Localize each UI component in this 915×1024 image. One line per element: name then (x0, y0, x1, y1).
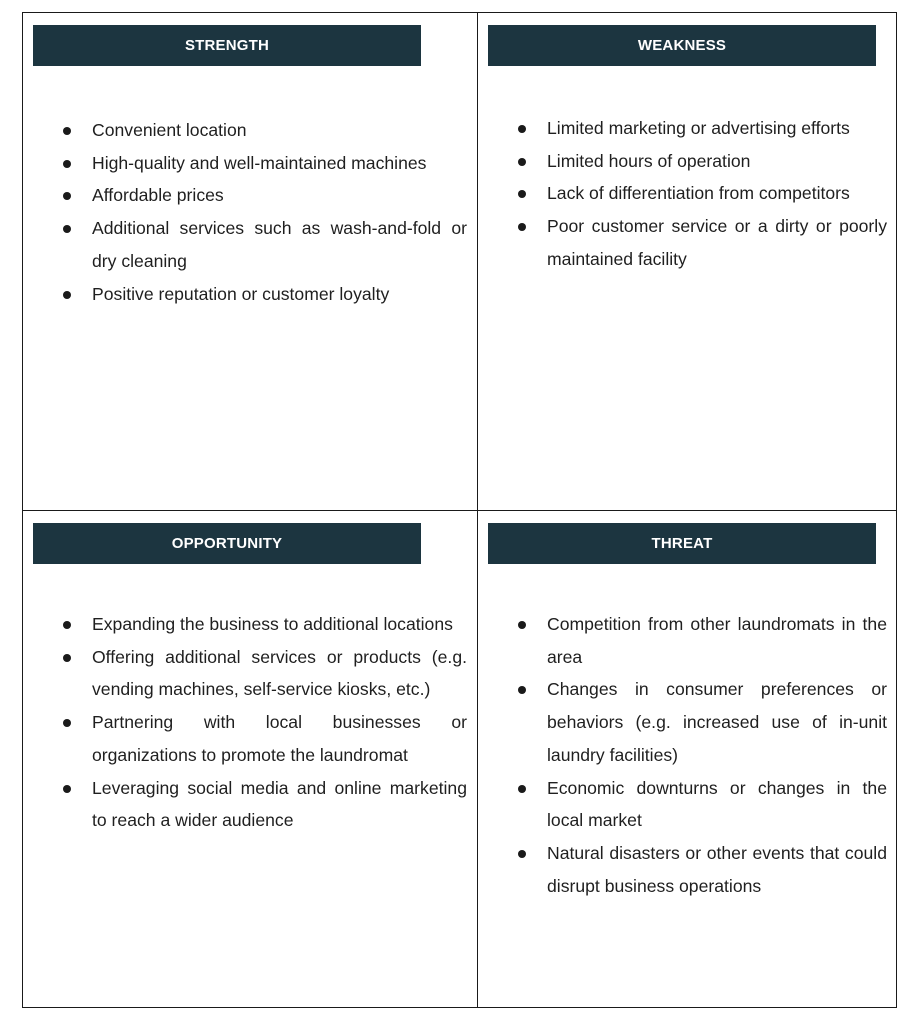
list-item (547, 673, 887, 771)
list-item-text: Poor customer service or a dirty or poorly maintained facility (547, 216, 887, 269)
list-item (547, 112, 887, 145)
list-item (547, 837, 887, 902)
bullet-icon (63, 291, 71, 299)
bullet-icon (63, 654, 71, 662)
bullet-icon (63, 192, 71, 200)
bullet-icon (518, 686, 526, 694)
strength-quadrant (22, 12, 477, 510)
list-item (547, 772, 887, 837)
list-item-text: Natural disasters or other events that could disrupt business operations (547, 842, 887, 896)
bullet-icon (518, 785, 526, 793)
list-item (547, 145, 887, 178)
list-item-text: Economic downturns or changes in the local market (547, 777, 887, 831)
list-item (92, 278, 467, 311)
list-item-text: Changes in consumer preferences or behaviors (e.g. increased use of in-unit laundry facilities) (547, 679, 887, 765)
list-item (92, 706, 467, 771)
list-item (92, 179, 467, 212)
list-item-text: Additional services such as wash-and-fold or dry cleaning (92, 218, 467, 271)
weakness-quadrant (477, 12, 897, 510)
opportunity-list (92, 608, 467, 837)
list-item-text: Offering additional services or products (e.g. vending machines, self-service kiosks, etc.) (92, 646, 467, 700)
bullet-icon (63, 127, 71, 135)
opportunity-header: OPPORTUNITY (33, 523, 421, 564)
weakness-list (547, 112, 887, 276)
list-item (547, 210, 887, 275)
bullet-icon (63, 785, 71, 793)
list-item-text: Competition from other laundromats in the area (547, 614, 887, 667)
bullet-icon (63, 160, 71, 168)
list-item (547, 177, 887, 210)
list-item (92, 114, 467, 147)
list-item-text: Partnering with local businesses or organizations to promote the laundromat (92, 712, 467, 765)
opportunity-quadrant (22, 510, 477, 1008)
bullet-icon (518, 223, 526, 231)
list-item-text: High-quality and well-maintained machines (92, 152, 427, 173)
bullet-icon (518, 125, 526, 133)
list-item (92, 147, 467, 180)
bullet-icon (518, 850, 526, 858)
bullet-icon (518, 190, 526, 198)
list-item (547, 608, 887, 673)
list-item-text: Limited marketing or advertising efforts (547, 118, 850, 138)
strength-list (92, 114, 467, 310)
weakness-header: WEAKNESS (488, 25, 876, 66)
list-item (92, 641, 467, 706)
threat-quadrant (477, 510, 897, 1008)
bullet-icon (63, 719, 71, 727)
list-item-text: Leveraging social media and online marketing to reach a wider audience (92, 777, 467, 831)
bullet-icon (518, 621, 526, 629)
list-item-text: Affordable prices (92, 185, 224, 206)
list-item-text: Expanding the business to additional locations (92, 614, 453, 634)
list-item (92, 608, 467, 641)
bullet-icon (63, 225, 71, 233)
list-item (92, 212, 467, 277)
list-item-text: Positive reputation or customer loyalty (92, 283, 390, 304)
threat-header: THREAT (488, 523, 876, 564)
bullet-icon (518, 158, 526, 166)
strength-header: STRENGTH (33, 25, 421, 66)
bullet-icon (63, 621, 71, 629)
threat-list (547, 608, 887, 902)
list-item (92, 772, 467, 837)
list-item-text: Convenient location (92, 120, 247, 140)
list-item-text: Limited hours of operation (547, 150, 751, 171)
list-item-text: Lack of differentiation from competitors (547, 183, 850, 204)
